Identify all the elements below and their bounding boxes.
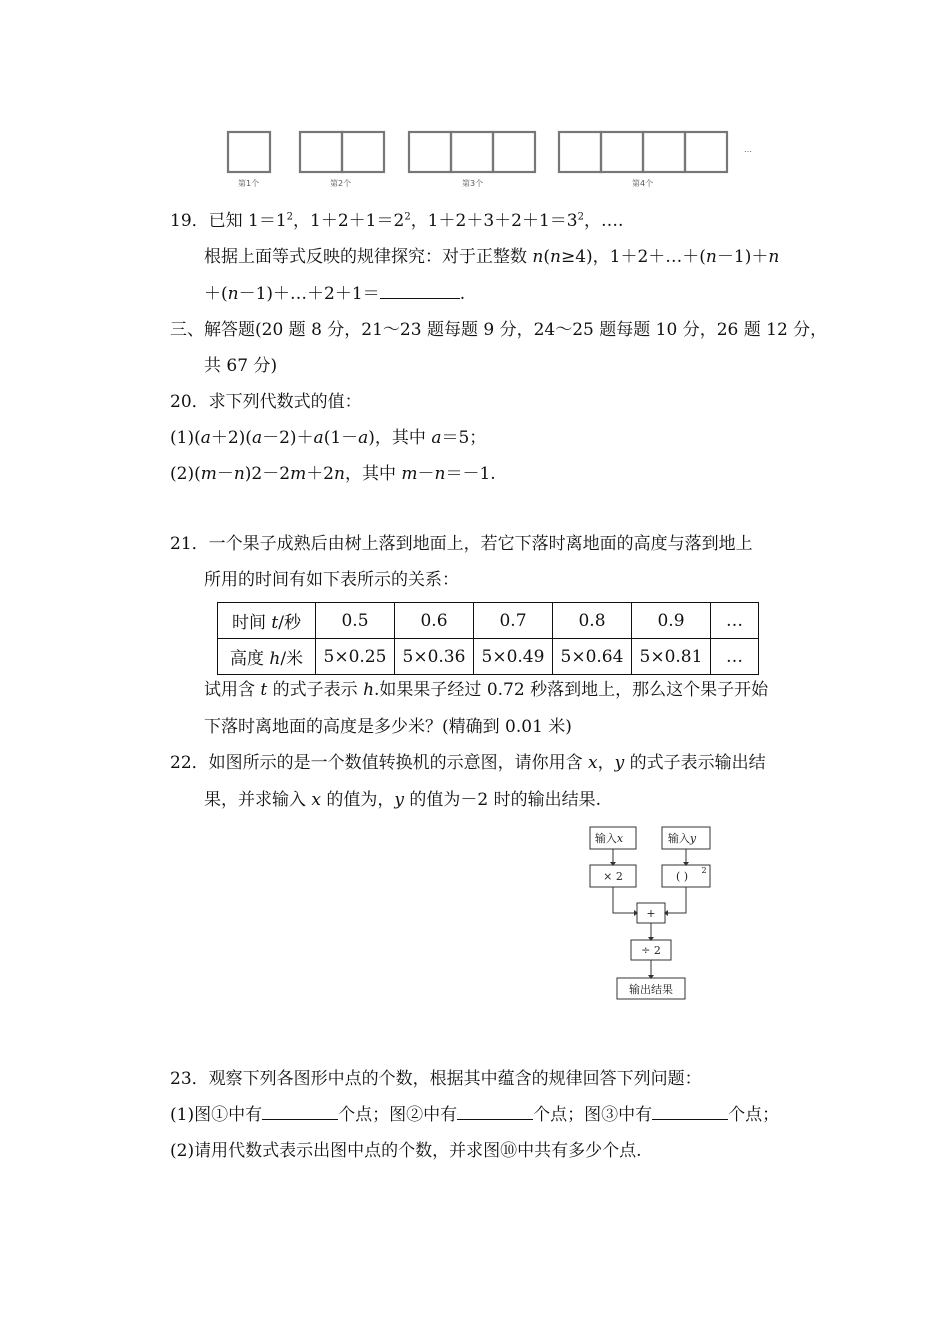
fig-ellipsis: … bbox=[744, 145, 752, 154]
table-cell: … bbox=[711, 603, 759, 639]
q19-line2: 根据上面等式反映的规律探究：对于正整数 n(n≥4)，1＋2＋…＋(n－1)＋n bbox=[204, 247, 780, 267]
q21-line4: 下落时离地面的高度是多少米？(精确到 0.01 米) bbox=[204, 717, 572, 737]
matchstick-figure bbox=[220, 122, 780, 192]
svg-text:÷ 2: ÷ 2 bbox=[641, 944, 661, 957]
q23-line1: 23．观察下列各图形中点的个数，根据其中蕴含的规律回答下列问题： bbox=[170, 1069, 702, 1089]
table-cell: 5×0.36 bbox=[395, 639, 474, 675]
q22-line1: 22．如图所示的是一个数值转换机的示意图，请你用含 x，y 的式子表示输出结 bbox=[170, 753, 766, 773]
fig-label-4: 第4个 bbox=[632, 179, 654, 188]
q23-line3: (2)请用代数式表示出图中点的个数，并求图⑩中共有多少个点. bbox=[170, 1141, 642, 1161]
fig-label-2: 第2个 bbox=[330, 179, 352, 188]
table-cell: 5×0.49 bbox=[474, 639, 553, 675]
q20-part1: (1)(a＋2)(a－2)＋a(1－a)，其中 a＝5； bbox=[170, 428, 487, 448]
conversion-flowchart bbox=[580, 820, 730, 1010]
answer-blank bbox=[262, 1104, 338, 1120]
q20-title: 20．求下列代数式的值： bbox=[170, 392, 362, 412]
q20-part2: (2)(m－n)2－2m＋2n，其中 m－n＝－1. bbox=[170, 464, 496, 484]
square-4-4 bbox=[685, 132, 727, 172]
table-row bbox=[218, 639, 759, 675]
answer-blank bbox=[457, 1104, 533, 1120]
time-height-table bbox=[217, 602, 759, 675]
table-cell: … bbox=[711, 639, 759, 675]
square-3-3 bbox=[493, 132, 535, 172]
table-cell: 5×0.81 bbox=[632, 639, 711, 675]
square-4-3 bbox=[643, 132, 685, 172]
table-row bbox=[218, 603, 759, 639]
section3-line2: 共 67 分) bbox=[204, 356, 278, 376]
section3-line1: 三、解答题(20 题 8 分，21～23 题每题 9 分，24～25 题每题 10 分，26 题 12 分， bbox=[170, 320, 828, 340]
table-cell: 0.5 bbox=[316, 603, 395, 639]
q23-line2: (1)图①中有 个点；图②中有 个点；图③中有 个点； bbox=[170, 1105, 780, 1125]
table-head-time: 时间 t/秒 bbox=[218, 603, 316, 639]
q19-line3: ＋(n－1)＋…＋2＋1＝ . bbox=[204, 284, 466, 304]
table-head-height: 高度 h/米 bbox=[218, 639, 316, 675]
square-3-2 bbox=[451, 132, 493, 172]
svg-text:输入x: 输入x bbox=[594, 832, 624, 845]
q21-line1: 21．一个果子成熟后由树上落到地面上，若它下落时离地面的高度与落到地上 bbox=[170, 534, 753, 554]
table-cell: 0.8 bbox=[553, 603, 632, 639]
square-4-2 bbox=[601, 132, 643, 172]
q22-line2: 果，并求输入 x 的值为，y 的值为－2 时的输出结果. bbox=[204, 790, 602, 810]
fig-label-3: 第3个 bbox=[462, 179, 484, 188]
q21-line3: 试用含 t 的式子表示 h.如果果子经过 0.72 秒落到地上，那么这个果子开始 bbox=[204, 680, 769, 700]
square-1-1 bbox=[228, 132, 270, 172]
svg-text:2: 2 bbox=[701, 866, 707, 875]
fig-label-1: 第1个 bbox=[238, 179, 260, 188]
square-4-1 bbox=[559, 132, 601, 172]
table-cell: 0.9 bbox=[632, 603, 711, 639]
svg-text:输出结果: 输出结果 bbox=[629, 983, 673, 996]
q19-line1: 19．已知 $1=1^2$，$1+2+1=2^2$，$1+2+3+2+1=3^2$，…. bbox=[170, 211, 624, 231]
square-2-1 bbox=[300, 132, 342, 172]
table-cell: 5×0.64 bbox=[553, 639, 632, 675]
svg-text:× 2: × 2 bbox=[603, 870, 623, 883]
square-2-2 bbox=[342, 132, 384, 172]
answer-blank bbox=[380, 283, 460, 299]
table-cell: 5×0.25 bbox=[316, 639, 395, 675]
answer-blank bbox=[652, 1104, 728, 1120]
table-cell: 0.6 bbox=[395, 603, 474, 639]
table-cell: 0.7 bbox=[474, 603, 553, 639]
q21-line2: 所用的时间有如下表所示的关系： bbox=[204, 570, 459, 590]
svg-text:输入y: 输入y bbox=[667, 832, 697, 845]
svg-text:( ): ( ) bbox=[675, 870, 689, 883]
square-3-1 bbox=[409, 132, 451, 172]
svg-text:+: + bbox=[646, 907, 656, 920]
